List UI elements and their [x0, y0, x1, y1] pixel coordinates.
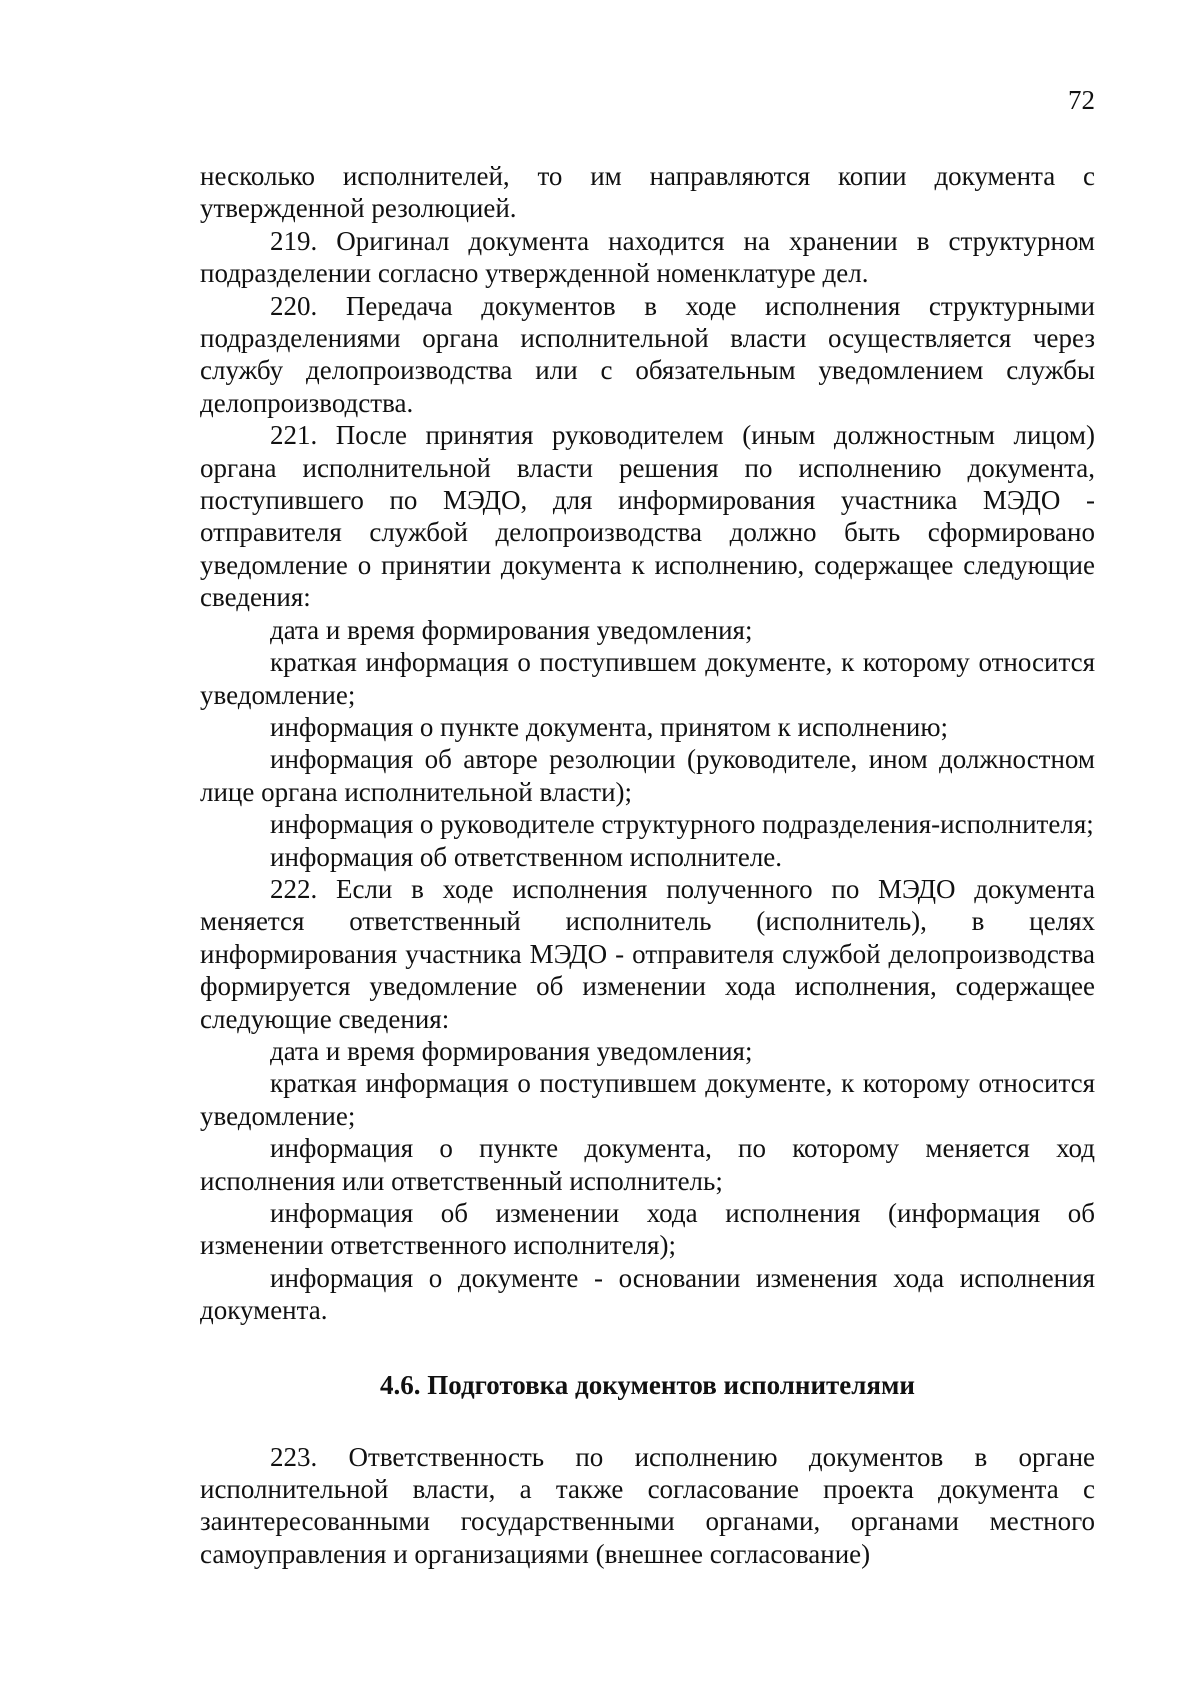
paragraph: 219. Оригинал документа находится на хранении в структурном подразделении согласно утвержденной номенклатуре дел. — [200, 225, 1095, 289]
paragraph: 223. Ответственность по исполнению документов в органе исполнительной власти, а также согласование проекта документа с заинтересованными государственными органами, органами местного самоуправления и организациями (внешнее согласование) — [200, 1441, 1095, 1569]
paragraphs-before-heading — [200, 160, 1095, 1327]
paragraph: несколько исполнителей, то им направляются копии документа с утвержденной резолюцией. — [200, 161, 1095, 224]
paragraph: информация о пункте документа, принятом к исполнению; — [270, 711, 949, 742]
paragraph: краткая информация о поступившем документе, к которому относится уведомление; — [200, 647, 1095, 710]
paragraph: 221. После принятия руководителем (иным должностным лицом) органа исполнительной власти решения по исполнению документа, поступившего по МЭДО, для информирования участника МЭДО - отправителя службой делопроизводства должно быть сформировано уведомление о принятии документа к исполнению, содержащее следующие сведения: — [200, 420, 1095, 613]
paragraph: информация об авторе резолюции (руководителе, ином должностном лице органа исполнительной власти); — [200, 744, 1095, 807]
section-heading: 4.6. Подготовка документов исполнителями — [379, 1369, 915, 1400]
paragraph: дата и время формирования уведомления; — [270, 1035, 753, 1066]
paragraph: информация о руководителе структурного подразделения-исполнителя; — [270, 809, 1094, 840]
document-body — [200, 160, 1095, 1570]
paragraph: информация о пункте документа, по которому меняется ход исполнения или ответственный исполнитель; — [200, 1133, 1095, 1196]
page-number: 72 — [1068, 85, 1095, 115]
paragraphs-after-heading — [200, 1441, 1095, 1571]
paragraph: 220. Передача документов в ходе исполнения структурными подразделениями органа исполнительной власти осуществляется через службу делопроизводства или с обязательным уведомлением службы делопроизводства. — [200, 290, 1095, 418]
paragraph: информация об ответственном исполнителе. — [270, 841, 783, 872]
paragraph: дата и время формирования уведомления; — [270, 614, 753, 645]
paragraph: 222. Если в ходе исполнения полученного по МЭДО документа меняется ответственный исполнитель (исполнитель), в целях информирования участника МЭДО - отправителя службой делопроизводства формируется уведомление об изменении хода исполнения, содержащее следующие сведения: — [200, 873, 1095, 1034]
paragraph: краткая информация о поступившем документе, к которому относится уведомление; — [200, 1068, 1095, 1131]
paragraph: информация об изменении хода исполнения (информация об изменении ответственного исполнителя); — [200, 1198, 1095, 1261]
paragraph: информация о документе - основании изменения хода исполнения документа. — [200, 1262, 1095, 1326]
